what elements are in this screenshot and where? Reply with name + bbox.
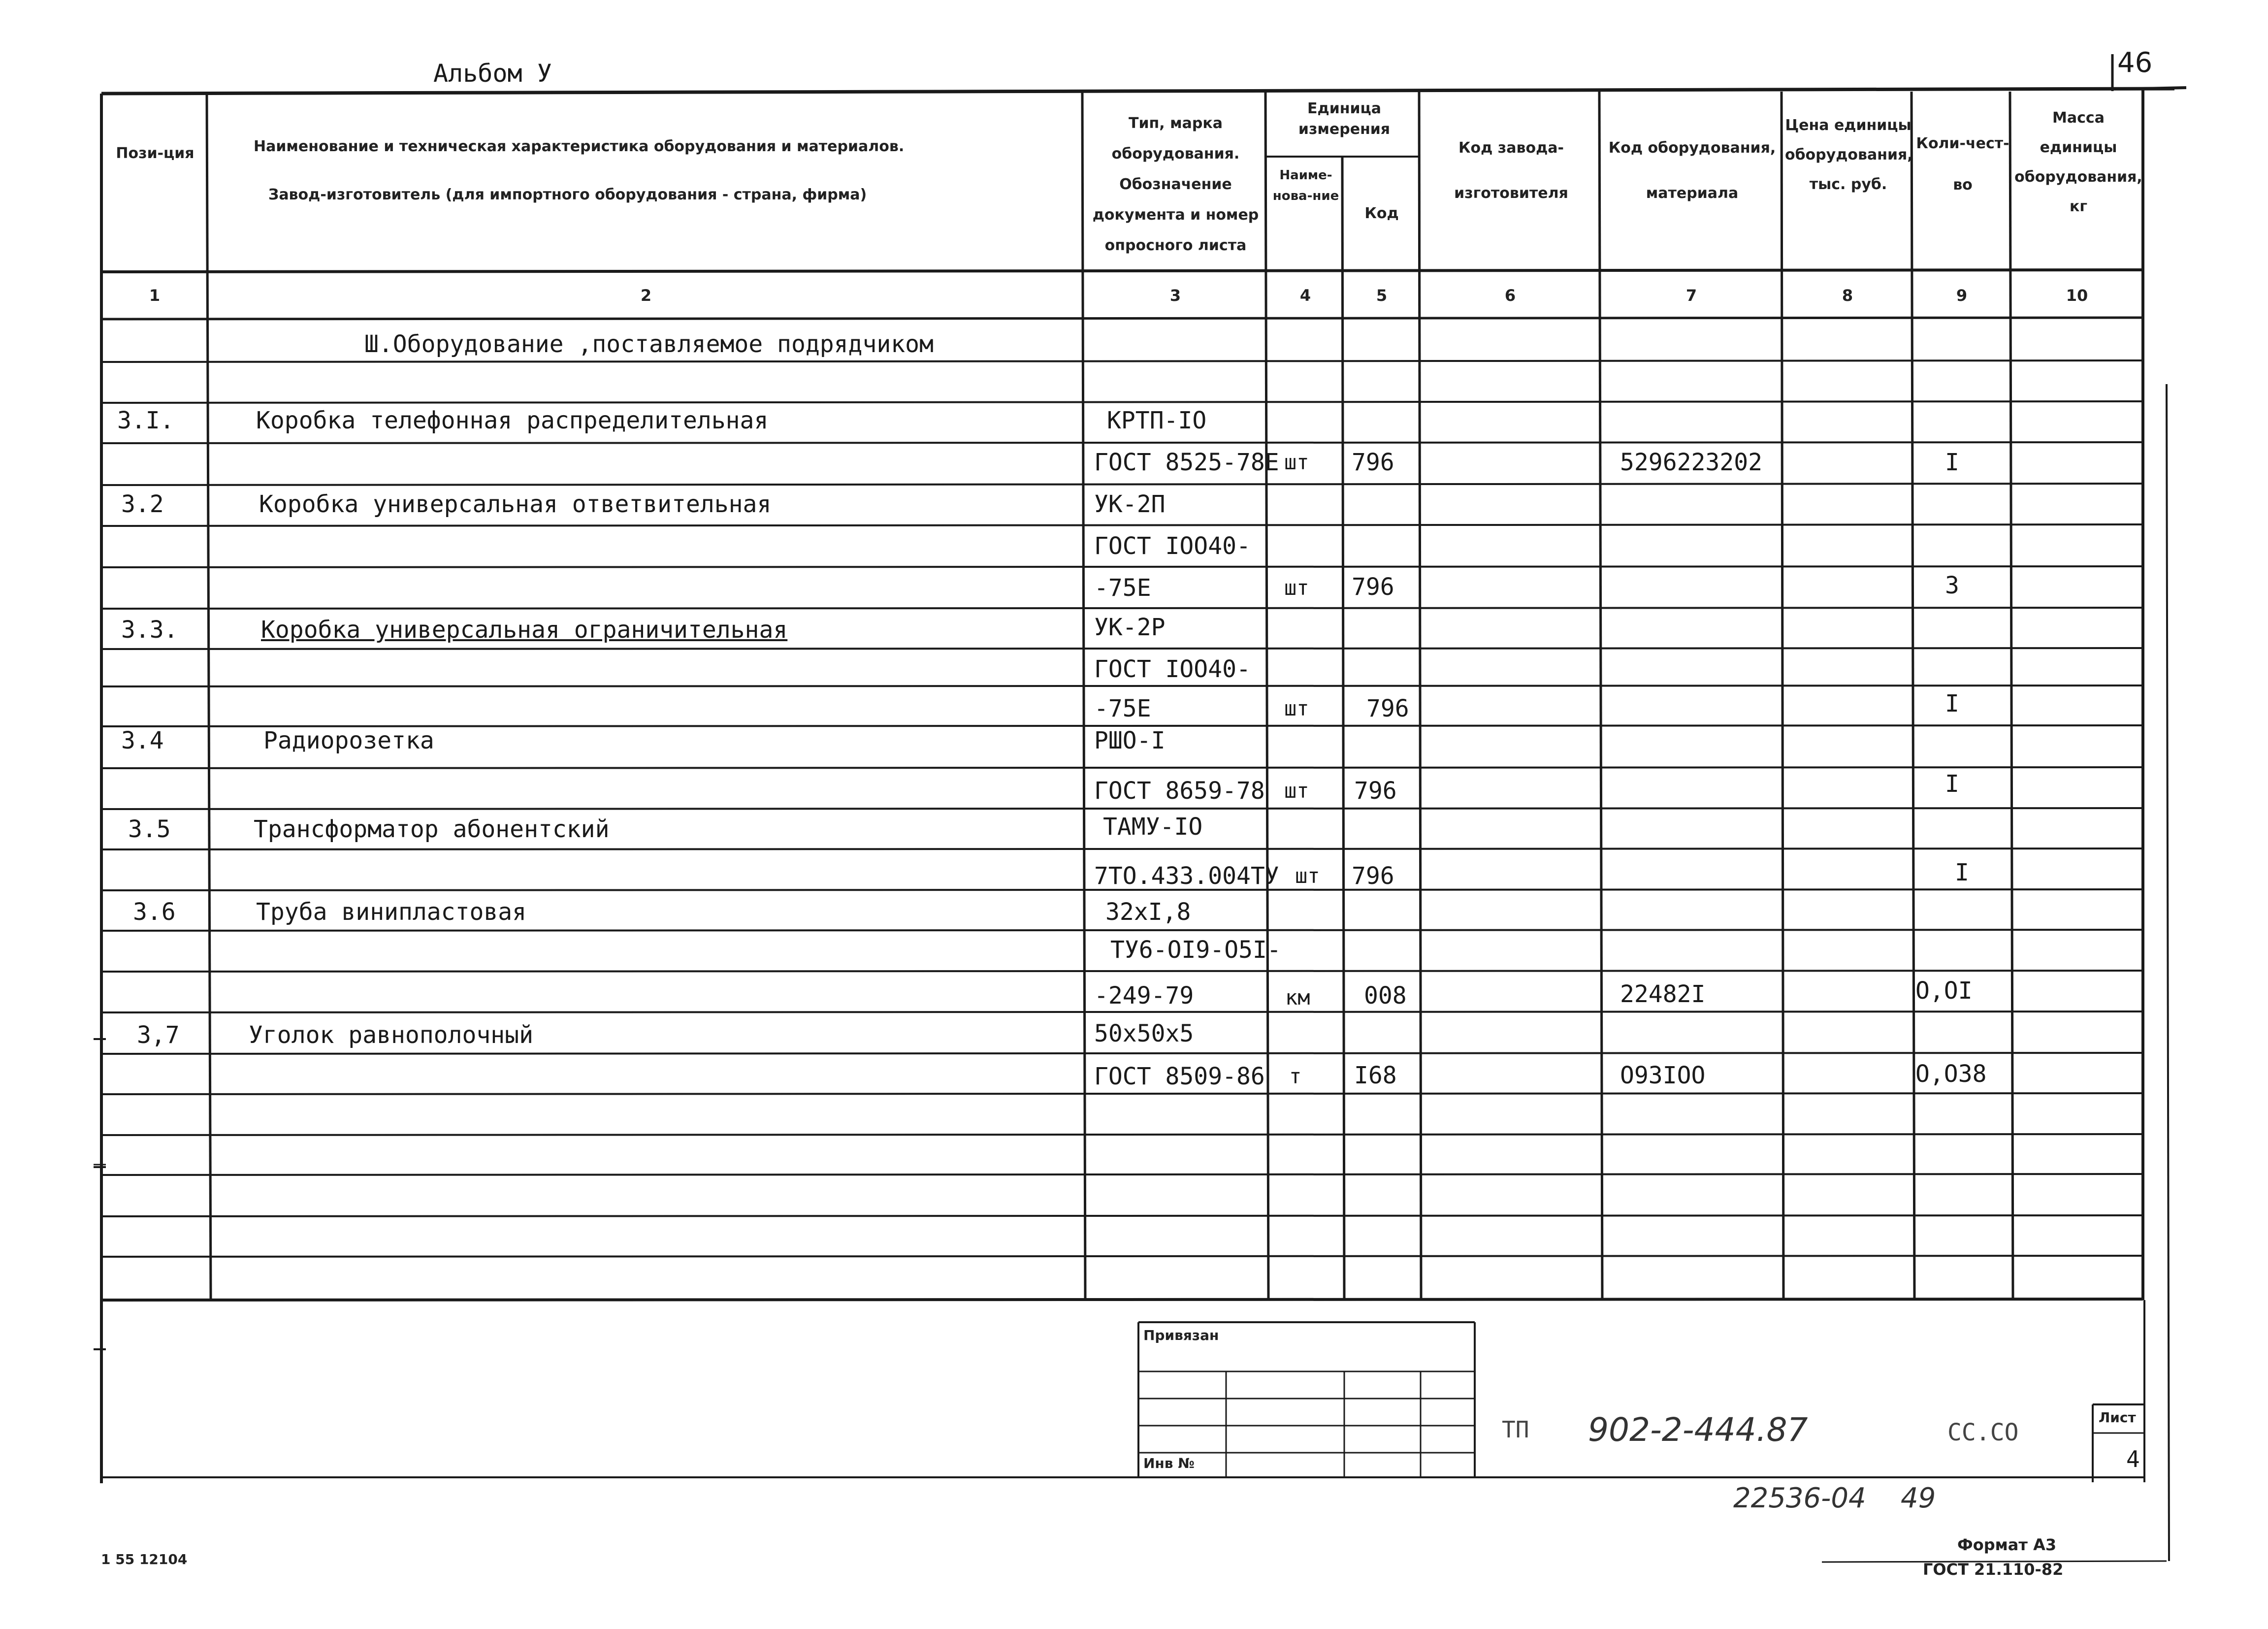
row-code: 796 [1352,573,1394,601]
row-type: 50х50х5 [1094,1020,1194,1047]
header-price: Цена единицы оборудования, тыс. руб. [1785,117,1913,193]
row-position: 3.4 [121,727,164,754]
row-unit: шт [1284,576,1309,600]
stamp-privyazan: Привязан [1143,1327,1219,1343]
row-code: 796 [1352,449,1394,476]
header-name-line2: Завод-изготовитель (для импортного оборудования - страна, фирма) [268,186,867,203]
header-unit-group: Единица измерения [1298,100,1391,138]
album-title: Альбом У [433,59,552,88]
header-name-line1: Наименование и техническая характеристика оборудования и материалов. [254,138,905,155]
col-number-10: 10 [2066,286,2088,305]
row-type: УК-2Р [1094,614,1166,641]
row-type: ГОСТ 8525-78Е [1094,449,1279,476]
row-type: РШО-I [1094,727,1166,754]
row-unit: шт [1284,450,1309,474]
footer-gost: ГОСТ 21.110-82 [1923,1560,2064,1579]
row-type: УК-2П [1094,490,1166,518]
row-code: 796 [1352,862,1394,890]
row-quantity: I [1945,690,1959,717]
row-quantity: 3 [1945,572,1959,599]
row-name: Радиорозетка [263,727,434,754]
col-number-5: 5 [1376,286,1388,305]
col-number-9: 9 [1956,286,1968,305]
section-title: Ш.Оборудование ,поставляемое подрядчиком [364,330,934,358]
row-name: Коробка универсальная ограничительная [261,616,788,644]
stamp-tp: ТП [1502,1416,1529,1443]
row-quantity: O,O38 [1915,1060,1987,1088]
header-type: Тип, марка оборудования. Обозначение документа и номер опросного листа [1092,115,1259,254]
page-number: 46 [2117,47,2153,79]
row-position: 3.6 [133,898,176,926]
stamp-sheet-number: 4 [2126,1446,2140,1472]
stamp-sheet-label: Лист [2099,1409,2136,1426]
row-position: 3.5 [128,815,171,843]
row-type: 32хI,8 [1105,898,1191,926]
col-number-3: 3 [1169,286,1181,305]
row-unit: шт [1295,864,1320,888]
row-type: 7ТО.433.004ТУ [1094,862,1279,890]
row-unit: км [1285,985,1310,1010]
row-code: 796 [1366,695,1409,722]
header-unit-code: Код [1364,205,1399,222]
row-code: I68 [1354,1062,1397,1089]
row-quantity: I [1945,770,1959,798]
col-number-4: 4 [1299,286,1311,305]
row-type: ТАМУ-IO [1103,813,1203,841]
row-quantity: I [1945,449,1959,476]
row-position: 3.3. [121,616,178,644]
row-type: ГОСТ IOO40- [1094,655,1251,683]
stamp-sheet-code: СС.СО [1947,1419,2019,1446]
header-mass: Масса единицы оборудования, кг [2014,109,2142,215]
row-type: КРТП-IO [1107,407,1207,434]
footer-code: 1 55 12104 [101,1551,188,1567]
header-position: Пози-ция [116,145,194,162]
row-material-code: O93IOO [1620,1062,1706,1089]
footer-format: Формат А3 [1957,1535,2057,1554]
row-type: ГОСТ IOO40- [1094,532,1251,560]
row-unit: т [1289,1064,1302,1088]
header-unit-name: Наиме-нова-ние [1272,168,1339,203]
col-number-1: 1 [149,286,161,305]
row-type: ГОСТ 8659-78 [1094,777,1265,805]
row-type: ГОСТ 8509-86 [1094,1063,1265,1090]
row-name: Трансформатор абонентский [254,815,610,843]
row-quantity: I [1955,859,1969,886]
row-quantity: O,OI [1915,977,1973,1005]
col-number-8: 8 [1842,286,1853,305]
archive-number: 22536-04 [1733,1482,1866,1514]
row-name: Коробка универсальная ответвительная [259,490,772,518]
row-code: 796 [1354,777,1397,805]
row-type: -75Е [1094,574,1151,602]
col-number-2: 2 [640,286,652,305]
row-type: ТУ6-OI9-O5I- [1110,936,1281,964]
row-unit: шт [1284,779,1309,803]
row-type: -75Е [1094,695,1151,722]
archive-extra: 49 [1901,1482,1936,1514]
row-material-code: 5296223202 [1620,449,1762,476]
header-material-code: Код оборудования, материала [1608,139,1776,202]
row-position: 3,7 [137,1021,180,1049]
row-type: -249-79 [1094,982,1194,1010]
col-number-7: 7 [1685,286,1697,305]
row-position: 3.2 [121,490,164,518]
row-code: 008 [1364,982,1407,1010]
row-position: 3.I. [117,407,174,434]
col-number-6: 6 [1504,286,1516,305]
row-material-code: 22482I [1620,980,1706,1008]
header-plant-code: Код завода-изготовителя [1454,139,1568,202]
row-name: Уголок равнополочный [249,1021,533,1049]
header-quantity: Коли-чест-во [1916,135,2009,194]
row-name: Труба винипластовая [256,898,527,926]
stamp-doc-number: 902-2-444.87 [1588,1411,1808,1449]
stamp-inventory: Инв № [1143,1455,1195,1471]
row-unit: шт [1284,696,1309,720]
row-name: Коробка телефонная распределительная [256,407,769,434]
